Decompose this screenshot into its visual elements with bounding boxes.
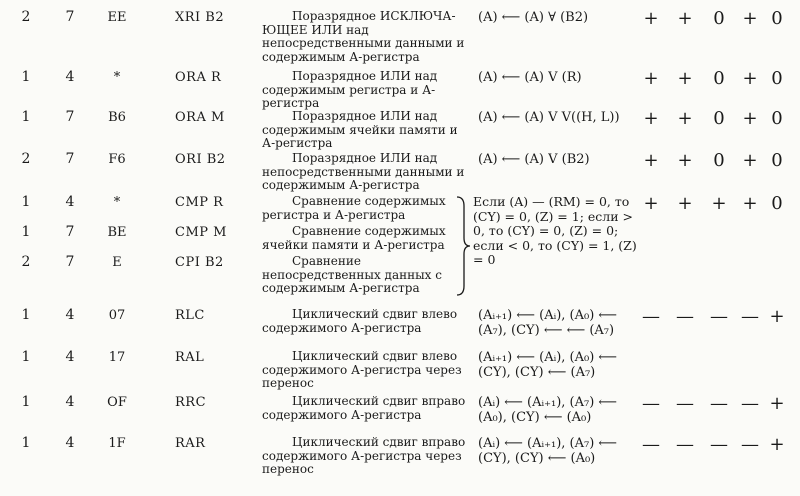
- byte-count: 2: [21, 151, 31, 167]
- operation: (A) ⟵ (A) V (B2): [478, 152, 590, 167]
- cycle-count: 4: [65, 307, 75, 323]
- cycle-count: 7: [65, 9, 75, 25]
- mnemonic: RRC: [175, 395, 207, 410]
- byte-count: 1: [21, 224, 31, 240]
- flag-ac: 0: [713, 8, 725, 29]
- flag-p: +: [742, 8, 758, 29]
- opcode: F6: [108, 152, 126, 167]
- flag-s: +: [643, 150, 659, 171]
- flag-z: —: [676, 434, 694, 455]
- mnemonic: CPI B2: [175, 255, 224, 270]
- opcode: 1F: [108, 436, 126, 451]
- cycle-count: 7: [65, 254, 75, 270]
- flag-s: —: [642, 393, 660, 414]
- description: Поразрядное ИЛИ над содержимым ячейки памяти и А-регистра: [262, 109, 458, 150]
- flag-cy: +: [769, 434, 785, 455]
- flag-s: —: [642, 434, 660, 455]
- flag-ac: —: [710, 306, 728, 327]
- flag-ac: —: [710, 434, 728, 455]
- byte-count: 1: [21, 69, 31, 85]
- cycle-count: 4: [65, 394, 75, 410]
- byte-count: 1: [21, 435, 31, 451]
- operation: (A) ⟵ (A) V V((H, L)): [478, 110, 620, 125]
- flag-p: +: [742, 193, 758, 214]
- mnemonic: ORA M: [175, 110, 225, 125]
- flag-s: +: [643, 193, 659, 214]
- description: Циклический сдвиг влево содержимого А-регистра: [262, 307, 458, 335]
- operation: (A) ⟵ (A) V (R): [478, 70, 582, 85]
- opcode: OF: [107, 395, 127, 410]
- operation: (Aᵢ₊₁) ⟵ (Aᵢ), (A₀) ⟵ (CY), (CY) ⟵ (A₇): [478, 350, 618, 380]
- cycle-count: 4: [65, 194, 75, 210]
- flag-cy: +: [769, 306, 785, 327]
- flag-s: +: [643, 108, 659, 129]
- flag-cy: 0: [771, 108, 783, 129]
- byte-count: 1: [21, 394, 31, 410]
- flag-p: +: [742, 150, 758, 171]
- operation: (A) ⟵ (A) ∀ (B2): [478, 10, 589, 25]
- operation: (Aᵢ) ⟵ (Aᵢ₊₁), (A₇) ⟵ (A₀), (CY) ⟵ (A₀): [478, 395, 618, 425]
- flag-ac: 0: [713, 108, 725, 129]
- opcode: EE: [107, 10, 127, 25]
- mnemonic: RLC: [175, 308, 205, 323]
- flag-z: +: [677, 193, 693, 214]
- cycle-count: 7: [65, 151, 75, 167]
- flag-p: —: [741, 393, 759, 414]
- byte-count: 1: [21, 307, 31, 323]
- byte-count: 1: [21, 109, 31, 125]
- description: Циклический сдвиг влево содержимого А-регистра через перенос: [262, 349, 462, 390]
- flag-z: —: [676, 306, 694, 327]
- flag-s: —: [642, 306, 660, 327]
- mnemonic: XRI B2: [175, 10, 225, 25]
- opcode: B6: [108, 110, 126, 125]
- byte-count: 2: [21, 254, 31, 270]
- opcode: BE: [107, 225, 127, 240]
- flag-z: +: [677, 8, 693, 29]
- mnemonic: RAR: [175, 436, 206, 451]
- flag-ac: +: [711, 193, 727, 214]
- flag-cy: 0: [771, 8, 783, 29]
- byte-count: 2: [21, 9, 31, 25]
- flag-z: +: [677, 150, 693, 171]
- byte-count: 1: [21, 349, 31, 365]
- opcode: 17: [108, 350, 126, 365]
- flag-z: —: [676, 393, 694, 414]
- description: Поразрядное ИЛИ над содержимым регистра и А-регистра: [262, 69, 438, 110]
- flag-ac: —: [710, 393, 728, 414]
- description: Циклический сдвиг вправо содержимого А-регистра: [262, 394, 466, 422]
- flag-s: +: [643, 8, 659, 29]
- flag-z: +: [677, 108, 693, 129]
- flag-p: +: [742, 108, 758, 129]
- mnemonic: ORA R: [175, 70, 222, 85]
- cycle-count: 4: [65, 435, 75, 451]
- description: Циклический сдвиг вправо содержимого А-регистра через перенос: [262, 435, 466, 476]
- mnemonic: CMP M: [175, 225, 227, 240]
- byte-count: 1: [21, 194, 31, 210]
- flag-z: +: [677, 68, 693, 89]
- operation: (Aᵢ) ⟵ (Aᵢ₊₁), (A₇) ⟵ (CY), (CY) ⟵ (A₀): [478, 436, 618, 466]
- flag-p: —: [741, 306, 759, 327]
- description: Сравнение содержимых ячейки памяти и А-регистра: [262, 224, 446, 252]
- flag-p: +: [742, 68, 758, 89]
- opcode: 07: [108, 308, 126, 323]
- opcode: *: [113, 195, 121, 210]
- flag-cy: 0: [771, 193, 783, 214]
- mnemonic: RAL: [175, 350, 205, 365]
- mnemonic: ORI B2: [175, 152, 226, 167]
- cycle-count: 4: [65, 349, 75, 365]
- opcode: *: [113, 70, 121, 85]
- flag-ac: 0: [713, 150, 725, 171]
- mnemonic: CMP R: [175, 195, 224, 210]
- flag-p: —: [741, 434, 759, 455]
- cycle-count: 7: [65, 224, 75, 240]
- description: Сравнение непосредственных данных с содержимым А-регистра: [262, 254, 442, 295]
- brace-icon: [455, 196, 471, 296]
- cmp-operation: Если (A) — (RM) = 0, то (CY) = 0, (Z) = 1; если > 0, то (CY) = 0, (Z) = 0; если < 0, то (CY) = 1, (Z) = 0: [473, 194, 637, 267]
- flag-cy: +: [769, 393, 785, 414]
- description: Поразрядное ИСКЛЮЧА-ЮЩЕЕ ИЛИ над непосредственными данными и содержимым А-регистра: [262, 9, 465, 64]
- description: Поразрядное ИЛИ над непосредственными данными и содержимым А-регистра: [262, 151, 465, 192]
- flag-s: +: [643, 68, 659, 89]
- cycle-count: 4: [65, 69, 75, 85]
- description: Сравнение содержимых регистра и А-регистра: [262, 194, 446, 222]
- flag-cy: 0: [771, 68, 783, 89]
- flag-cy: 0: [771, 150, 783, 171]
- cycle-count: 7: [65, 109, 75, 125]
- opcode: E: [112, 255, 122, 270]
- flag-ac: 0: [713, 68, 725, 89]
- operation: (Aᵢ₊₁) ⟵ (Aᵢ), (A₀) ⟵ (A₇), (CY) ⟵ ⟵ (A₇): [478, 308, 618, 338]
